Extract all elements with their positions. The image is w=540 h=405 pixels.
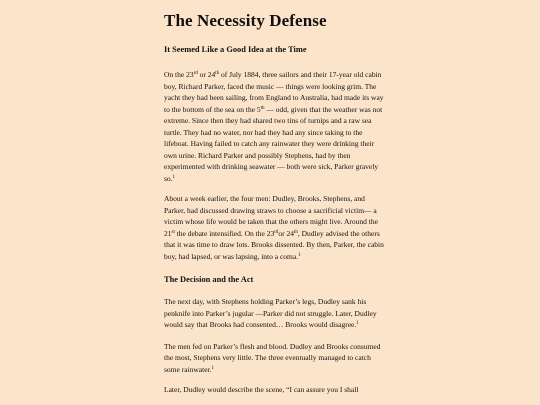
text: — odd, given that the weather was not extreme. Since then they had shared two tins of turnips and a raw sea turtle. They had no water, nor had they had any since taking to the lifeboat. Having failed to catch any rainwater they were drinking their own urine. Richard Parker and possibly Stephens, had by then experimented with drinking seawater — both were sick, Parker gravely so. — [164, 104, 383, 183]
paragraph — [164, 296, 386, 331]
text: On the 23 — [164, 70, 194, 79]
text: About a week earlier, the four men: Dudley, Brooks, Stephens, and Parker, had discussed drawing straws to choose a sacrificial victim— a victim whose life would be taken that the others might live. Around the 21 — [164, 194, 378, 238]
ordinal-suffix: th — [260, 105, 265, 111]
page-title: The Necessity Defense — [164, 11, 327, 30]
footnote-link[interactable]: 1 — [211, 365, 214, 371]
paragraph — [164, 341, 386, 376]
text: or 24 — [278, 228, 294, 238]
text: , Dudley advised the others that it was time to draw lots. Brooks dissented. By then, Parker, the cabin boy, had lapsed, or was lapsing, into a coma. — [164, 228, 384, 261]
text: of July 1884, three sailors and their 17-year old cabin boy, Richard Parker, faced the music — things were looking grim. The yacht they had been sailing, from England to Australia, had made its way to the bottom of the sea on the 5 — [164, 70, 384, 114]
paragraph — [164, 384, 386, 396]
paragraph — [164, 193, 386, 262]
ordinal-suffix: rd — [274, 229, 279, 235]
footnote-link[interactable]: 1 — [298, 252, 301, 258]
section-heading: It Seemed Like a Good Idea at the Time — [164, 45, 307, 54]
text: the debate intensified. On the 23 — [174, 228, 275, 238]
text: or 24 — [197, 70, 216, 79]
footnote-link[interactable]: 1 — [172, 174, 176, 180]
ordinal-suffix: th — [215, 71, 220, 76]
section-heading: The Decision and the Act — [164, 275, 254, 284]
paragraph — [164, 69, 386, 184]
article — [164, 0, 386, 396]
text: The men fed on Parker’s flesh and blood. Dudley and Brooks consumed the most, Stephens very little. The three eventually managed to catch some rainwater. — [164, 341, 381, 374]
ordinal-suffix: th — [294, 229, 298, 235]
ordinal-suffix: st — [171, 229, 175, 235]
text: The next day, with Stephens holding Parker’s legs, Dudley sank his penknife into Parker’s jugular —Parker did not struggle. Later, Dudley would say that Brooks had consented… Brooks would disagree. — [164, 297, 377, 329]
ordinal-suffix: rd — [193, 71, 198, 76]
text: Later, Dudley would describe the scene, “I can assure you I shall — [164, 385, 359, 394]
footnote-link[interactable]: 1 — [356, 321, 359, 326]
